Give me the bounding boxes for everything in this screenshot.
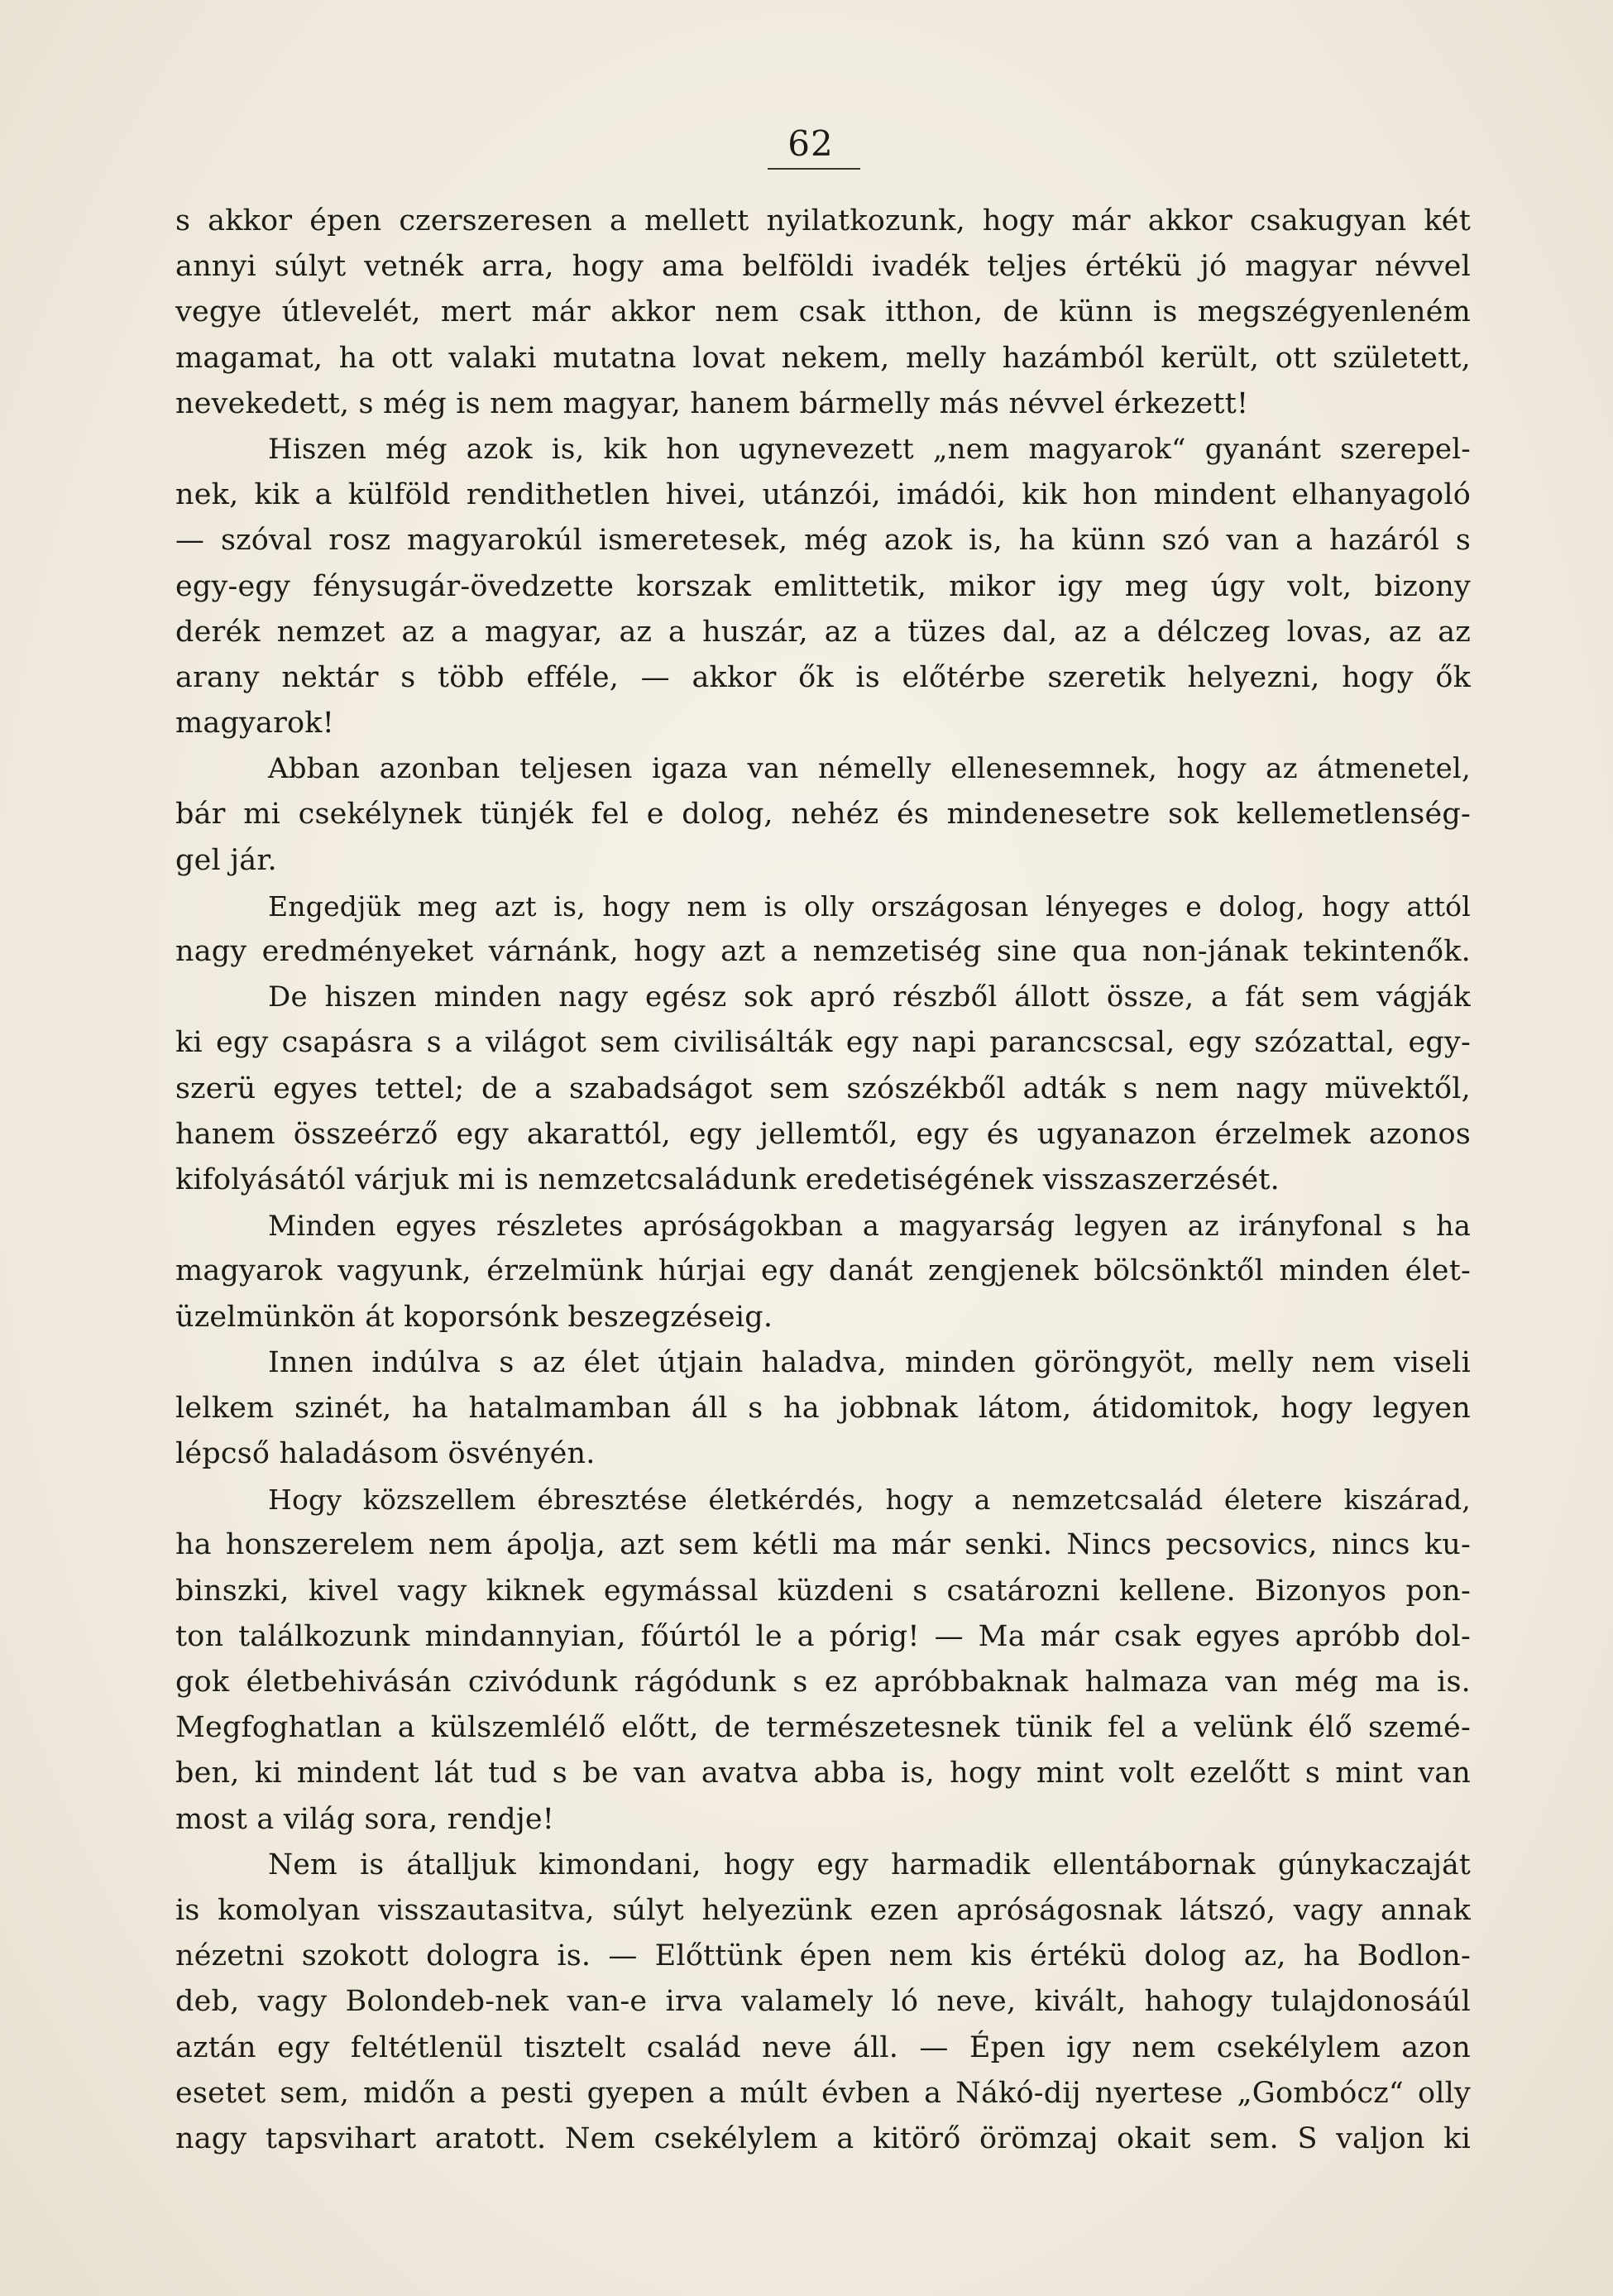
text-line: annyi súlyt vetnék arra, hogy ama belföldi ivadék teljes értékü jó magyar névvel <box>175 250 1471 284</box>
text-line: is komolyan visszautasitva, súlyt helyezünk ezen apróságosnak látszó, vagy annak <box>175 1893 1471 1927</box>
text-line: bár mi csekélynek tünjék fel e dolog, nehéz és mindenesetre sok kellemetlenség- <box>175 798 1471 832</box>
text-line: hanem összeérző egy akarattól, egy jellemtől, egy és ugyanazon érzelmek azonos <box>175 1117 1471 1151</box>
text-line: vegye útlevelét, mert már akkor nem csak itthon, de künn is megszégyenleném <box>175 295 1471 329</box>
text-line: magyarok vagyunk, érzelmünk húrjai egy danát zengjenek bölcsönktől minden élet- <box>175 1254 1471 1288</box>
text-line: Minden egyes részletes apróságokban a magyarság legyen az irányfonal s ha <box>268 1210 1471 1243</box>
text-line: magamat, ha ott valaki mutatna lovat nekem, melly hazámból került, ott született, <box>175 341 1471 375</box>
text-line: esetet sem, midőn a pesti gyepen a múlt évben a Nákó-dij nyertese „Gombócz“ olly <box>175 2076 1471 2110</box>
text-line: gok életbehivásán czivódunk rágódunk s ez apróbbaknak halmaza van még ma is. <box>175 1666 1471 1699</box>
text-line: egy-egy fénysugár-övedzette korszak emlittetik, mikor igy meg úgy volt, bizony <box>175 569 1471 603</box>
text-line: s akkor épen czerszeresen a mellett nyilatkozunk, hogy már akkor csakugyan két <box>175 204 1471 237</box>
header-rule <box>768 168 860 170</box>
text-line: arany nektár s több efféle, — akkor ők is előtérbe szeretik helyezni, hogy ők <box>175 660 1471 694</box>
text-line: nézetni szokott dologra is. — Előttünk épen nem kis értékü dolog az, ha Bodlon- <box>175 1939 1471 1973</box>
text-line: Megfoghatlan a külszemlélő előtt, de természetesnek tünik fel a velünk élő szemé- <box>175 1711 1471 1745</box>
text-line: lépcső haladásom ösvényén. <box>175 1437 596 1471</box>
page-number: 62 <box>787 123 834 164</box>
text-line: lelkem szinét, ha hatalmamban áll s ha jobbnak látom, átidomitok, hogy legyen <box>175 1391 1471 1425</box>
text-line: binszki, kivel vagy kiknek egymással küzdeni s csatározni kellene. Bizonyos pon- <box>175 1574 1471 1608</box>
text-line: nagy tapsvihart aratott. Nem csekélylem a kitörő örömzaj okait sem. S valjon ki <box>175 2121 1471 2155</box>
text-line: Innen indúlva s az élet útjain haladva, minden göröngyöt, melly nem viseli <box>268 1345 1471 1379</box>
text-line: derék nemzet az a magyar, az a huszár, az a tüzes dal, az a délczeg lovas, az az <box>175 615 1471 649</box>
text-line: nagy eredményeket várnánk, hogy azt a nemzetiség sine qua non-jának tekintenők. <box>175 935 1471 968</box>
text-line: nevekedett, s még is nem magyar, hanem bármelly más névvel érkezett! <box>175 386 1249 420</box>
text-line: aztán egy feltétlenül tisztelt család neve áll. — Épen igy nem csekélylem azon <box>175 2030 1471 2064</box>
text-line: szerü egyes tettel; de a szabadságot sem szószékből adták s nem nagy müvektől, <box>175 1071 1471 1105</box>
text-line: magyarok! <box>175 707 334 741</box>
text-line: Engedjük meg azt is, hogy nem is olly országosan lényeges e dolog, hogy attól <box>268 889 1471 923</box>
text-line: kifolyásától várjuk mi is nemzetcsaládunk eredetiségének visszaszerzését. <box>175 1162 1280 1196</box>
text-line: De hiszen minden nagy egész sok apró részből állott össze, a fát sem vágják <box>268 980 1471 1014</box>
text-line: Hogy közszellem ébresztése életkérdés, hogy a nemzetcsalád életere kiszárad, <box>268 1484 1471 1517</box>
text-line: ha honszerelem nem ápolja, azt sem kétli ma már senki. Nincs pecsovics, nincs ku- <box>175 1528 1471 1562</box>
text-line: Hiszen még azok is, kik hon ugynevezett „nem magyarok“ gyanánt szerepel- <box>268 432 1471 466</box>
text-line: ton találkozunk mindannyian, főúrtól le a pórig! — Ma már csak egyes apróbb dol- <box>175 1619 1471 1653</box>
text-line: — szóval rosz magyarokúl ismeretesek, még azok is, ha künn szó van a hazáról s <box>175 524 1471 558</box>
text-line: gel jár. <box>175 843 277 877</box>
text-line: Nem is átalljuk kimondani, hogy egy harmadik ellentábornak gúnykaczaját <box>268 1848 1471 1881</box>
body-text <box>175 199 1471 2162</box>
text-line: nek, kik a külföld rendithetlen hivei, utánzói, imádói, kik hon mindent elhanyagoló <box>175 478 1471 512</box>
text-line: Abban azonban teljesen igaza van némelly ellenesemnek, hogy az átmenetel, <box>268 752 1471 786</box>
text-line: deb, vagy Bolondeb-nek van-e irva valamely ló neve, kivált, hahogy tulajdonosáúl <box>175 1985 1471 2019</box>
text-line: most a világ sora, rendje! <box>175 1802 555 1836</box>
text-line: ben, ki mindent lát tud s be van avatva abba is, hogy mint volt ezelőtt s mint van <box>175 1757 1471 1790</box>
text-line: üzelmünkön át koporsónk beszegzéseig. <box>175 1300 773 1334</box>
text-line: ki egy csapásra s a világot sem civilisálták egy napi parancscsal, egy szózattal, egy- <box>175 1026 1471 1060</box>
